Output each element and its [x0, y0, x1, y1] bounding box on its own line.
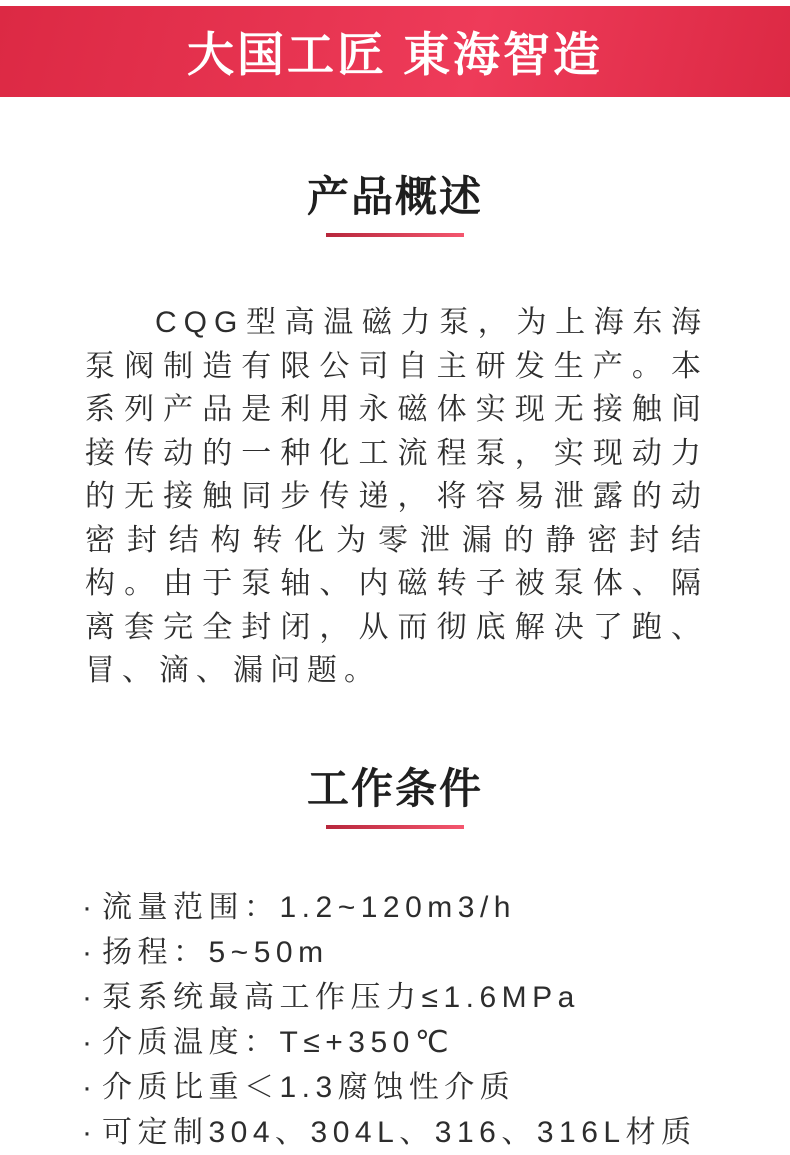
spec-list — [82, 885, 712, 1155]
header-banner — [0, 6, 790, 97]
spec-item-text: 流量范围：1.2~120m3/h — [102, 890, 516, 924]
title-underline — [326, 233, 464, 237]
section-title-overview: 产品概述 — [306, 173, 483, 220]
spec-item-text: 介质温度：T≤+350℃ — [102, 1025, 455, 1059]
spec-item-text: 泵系统最高工作压力≤1.6MPa — [102, 980, 580, 1014]
spec-list-item — [82, 1110, 712, 1155]
bullet-dot-icon: · — [82, 1115, 92, 1149]
bullet-dot-icon: · — [82, 1070, 92, 1104]
overview-paragraph: CQG型高温磁力泵，为上海东海泵阀制造有限公司自主研发生产。本系列产品是利用永磁体实现无接触间接传动的一种化工流程泵，实现动力的无接触同步传递，将容易泄露的动密封结构转化为零泄漏的静密封结构。由于泵轴、内磁转子被泵体、隔离套完全封闭，从而彻底解决了跑、冒、滴、漏问题。 — [85, 306, 708, 687]
bullet-dot-icon: · — [82, 980, 92, 1014]
product-page — [0, 6, 790, 1149]
title-underline — [326, 825, 464, 829]
spec-item-text: 介质比重＜1.3腐蚀性介质 — [102, 1070, 516, 1104]
spec-item-text: 扬程：5~50m — [102, 935, 329, 969]
overview-section — [0, 173, 790, 693]
bullet-dot-icon: · — [82, 935, 92, 969]
spec-list-item — [82, 1020, 712, 1065]
conditions-section — [0, 764, 790, 1155]
spec-list-item — [82, 885, 712, 930]
spec-list-item — [82, 975, 712, 1020]
spec-list-item — [82, 1065, 712, 1110]
bullet-dot-icon: · — [82, 1025, 92, 1059]
spec-list-item — [82, 930, 712, 975]
section-title-conditions: 工作条件 — [306, 764, 483, 812]
spec-item-text: 可定制304、304L、316、316L材质 — [102, 1115, 697, 1149]
banner-title: 大国工匠 東海智造 — [186, 28, 604, 81]
bullet-dot-icon: · — [82, 890, 92, 924]
